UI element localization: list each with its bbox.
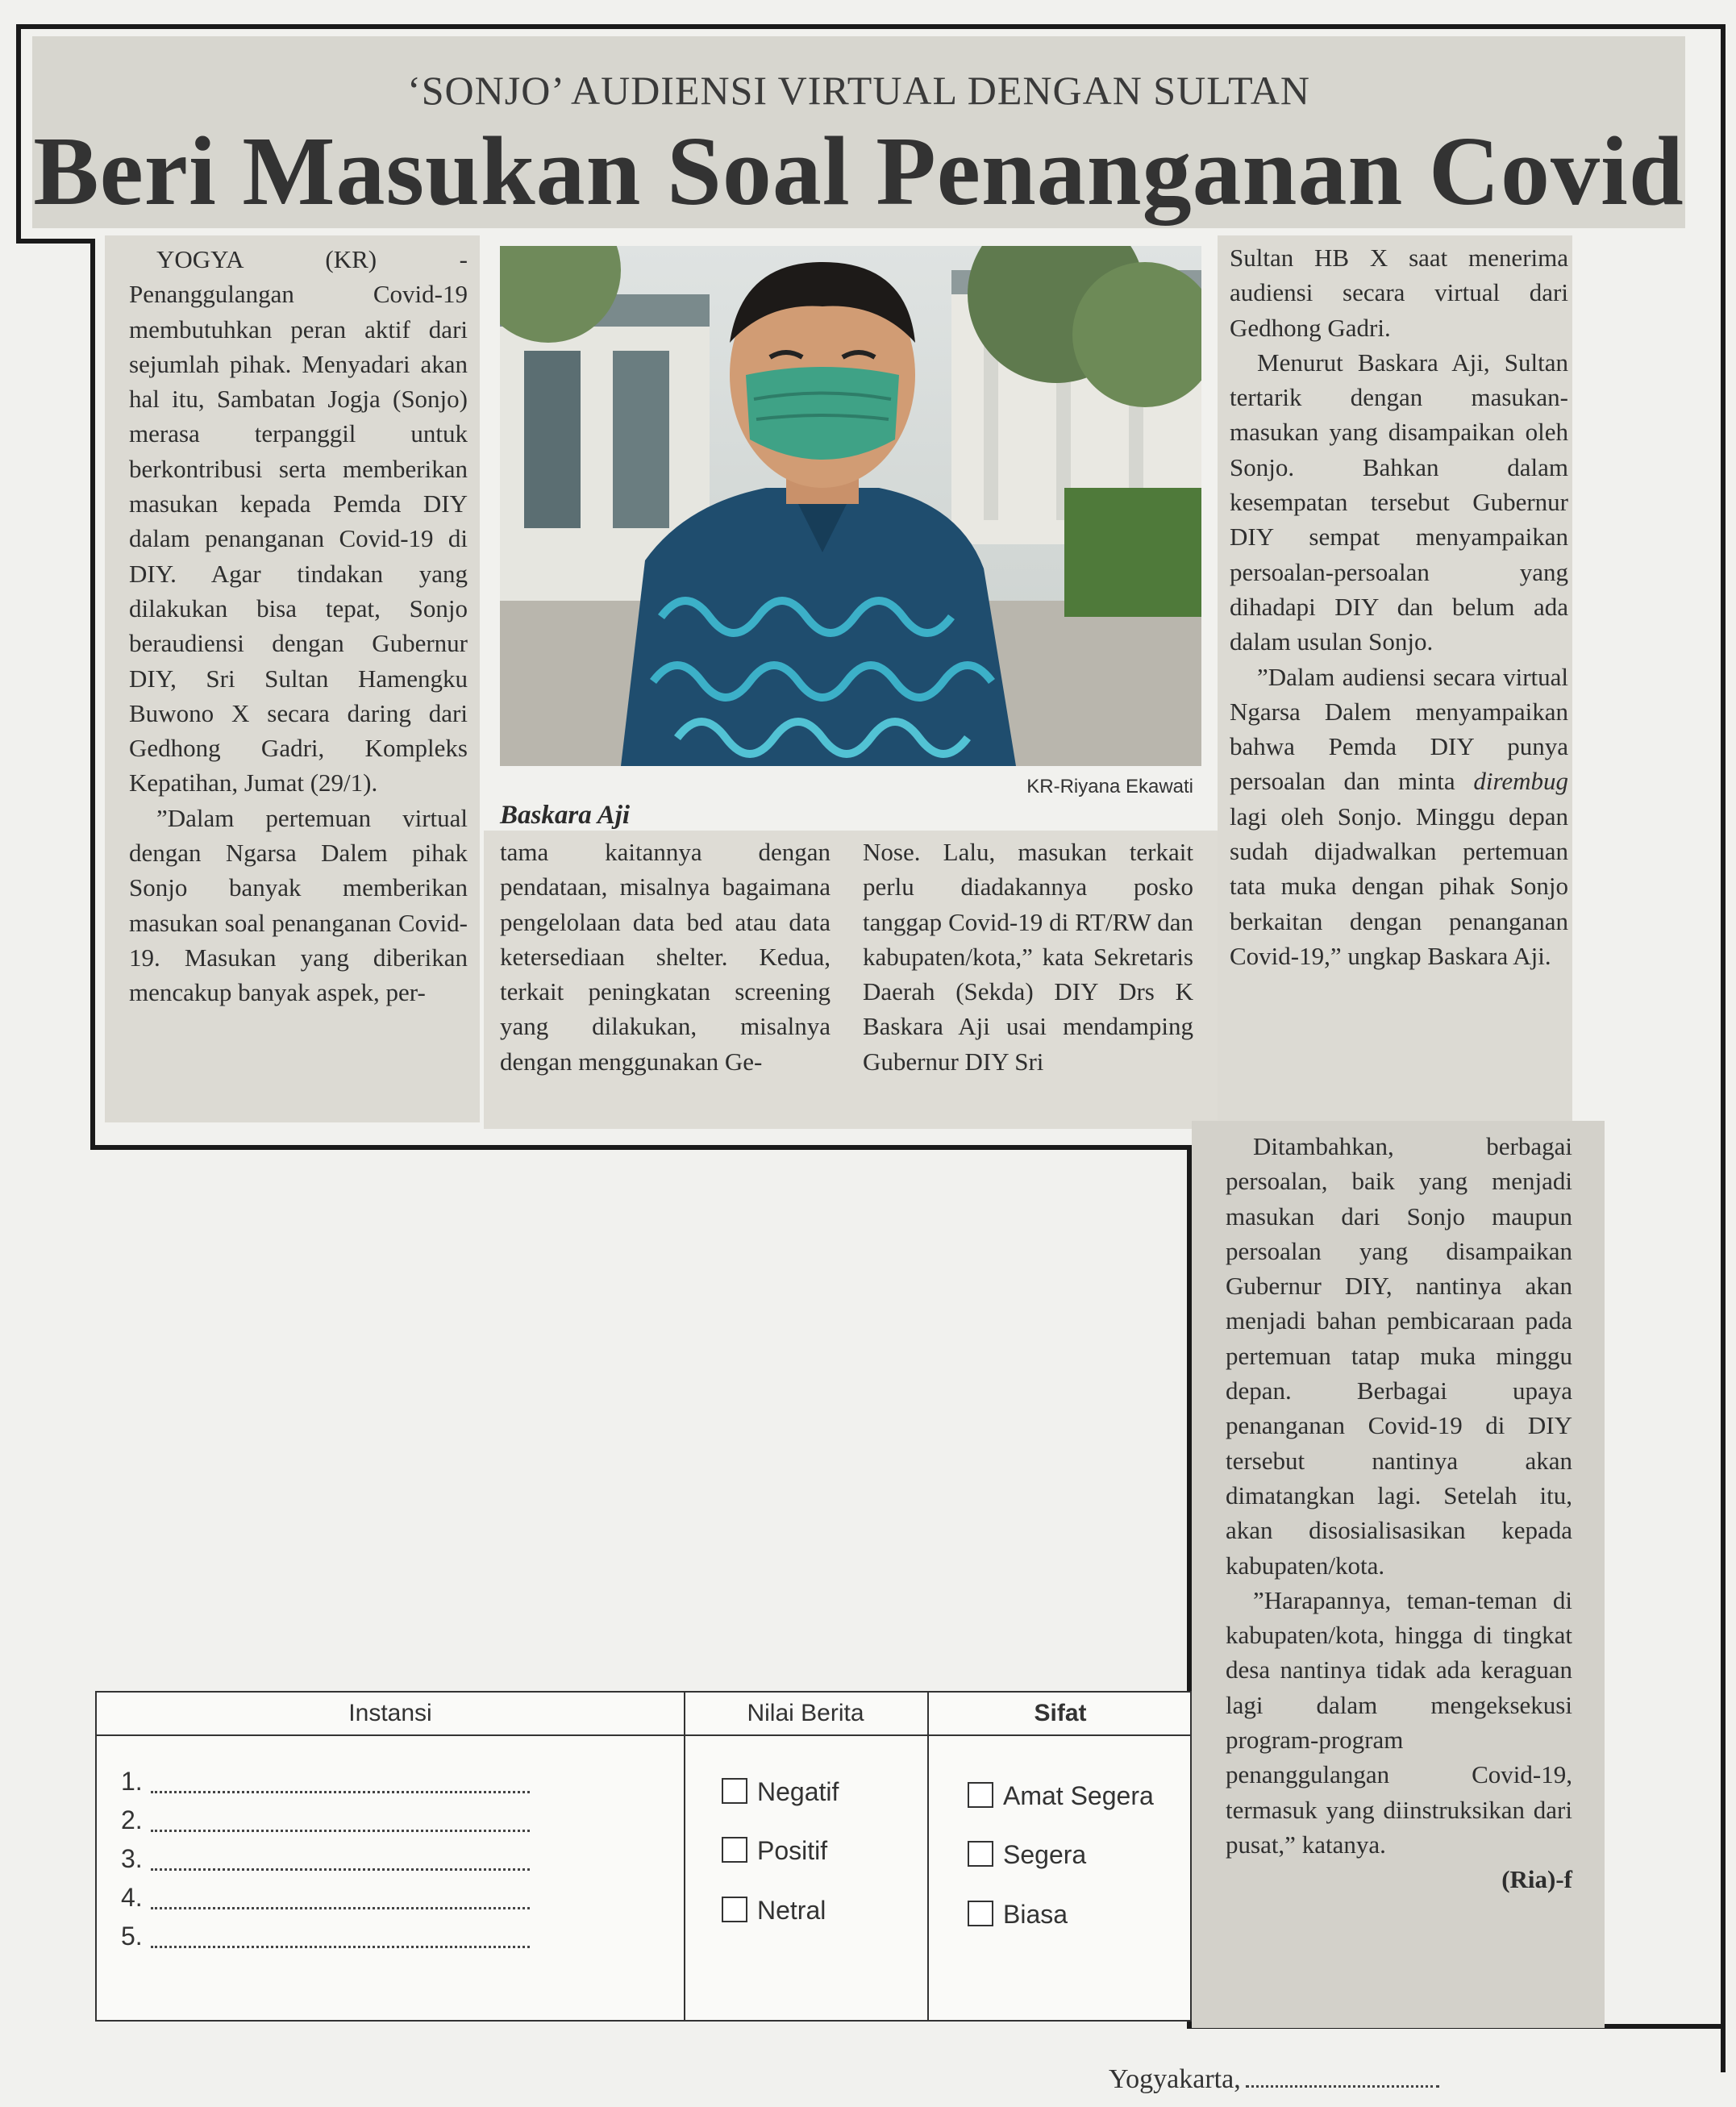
checkbox-positif[interactable] [722, 1836, 827, 1866]
text-run: ”Dalam audiensi secara virtual Ngarsa Dalem menyampaikan bahwa Pemda DIY punya persoalan dan minta [1230, 662, 1568, 796]
text-run: lagi oleh Sonjo. Minggu depan sudah dijadwalkan pertemuan tata muka dengan pihak Sonjo berkaitan dengan penanganan Covid-19,” ungkap Baskara Aji. [1230, 802, 1568, 970]
paragraph: ”Harapannya, teman-teman di kabupaten/kota, hingga di tingkat desa nantinya tidak ada keraguan lagi dalam mengeksekusi program-program penanggulangan Covid-19, termasuk yang diinstruksikan dari pusat,” katanya. [1226, 1585, 1572, 1859]
checkbox-biasa[interactable] [968, 1900, 1068, 1930]
photo-illustration [500, 246, 1201, 766]
headline: Beri Masukan Soal Penanganan Covid [33, 117, 1684, 226]
author-signature: (Ria)-f [1501, 1865, 1572, 1894]
article-column-4-continuation [1226, 1129, 1572, 1897]
clip-frame-mid [90, 1145, 1191, 1150]
row-number: 4. [121, 1883, 143, 1912]
checkbox-icon[interactable] [968, 1782, 993, 1808]
article-column-3 [863, 835, 1193, 1079]
clip-frame-left [90, 239, 95, 1150]
headline-band [32, 36, 1685, 228]
clip-frame-step-top [16, 239, 93, 244]
article-column-1 [129, 242, 468, 1010]
clip-frame-right [1721, 24, 1726, 2072]
instansi-row[interactable] [121, 1844, 530, 1874]
row-number: 3. [121, 1844, 143, 1873]
photo-credit: KR-Riyana Ekawati [1026, 776, 1193, 797]
photo-caption: Baskara Aji [500, 801, 631, 830]
paragraph: tama kaitannya dengan pendataan, misalnya bagaimana pengelolaan data bed atau data ketersediaan shelter. Kedua, terkait peningkatan screening yang dilakukan, misalnya dengan menggunakan Ge- [500, 838, 831, 1076]
checkbox-negatif[interactable] [722, 1777, 839, 1807]
header-sifat: Sifat [1034, 1700, 1087, 1726]
paragraph: Ditambahkan, berbagai persoalan, baik yang menjadi masukan dari Sonjo maupun persoalan yang disampaikan Gubernur DIY, nantinya akan menjadi bahan pembicaraan pada pertemuan tatap muka minggu depan. Berbagai upaya penanganan Covid-19 di DIY tersebut nantinya akan dimatangkan lagi. Setelah itu, akan disosialisasikan kepada kabupaten/kota. [1226, 1132, 1572, 1580]
paragraph [1230, 660, 1568, 974]
paragraph: Sultan HB X saat menerima audiensi secara virtual dari Gedhong Gadri. [1230, 244, 1568, 342]
italic-term: dirembug [1473, 767, 1569, 796]
checkbox-amat-segera[interactable] [968, 1781, 1154, 1811]
paragraph: ”Dalam pertemuan virtual dengan Ngarsa Dalem pihak Sonjo banyak memberikan masukan soal penanganan Covid-19. Masukan yang diberikan mencakup banyak aspek, per- [129, 803, 468, 1007]
instansi-row[interactable] [121, 1922, 530, 1951]
paragraph: YOGYA (KR) - Penanggulangan Covid-19 membutuhkan peran aktif dari sejumlah pihak. Menyadari akan hal itu, Sambatan Jogja (Sonjo) merasa terpanggil untuk berkontribusi serta memberikan masukan kepada Pemda DIY dalam penanganan Covid-19 di DIY. Agar tindakan yang dilakukan bisa tepat, Sonjo beraudiensi dengan Gubernur DIY, Sri Sultan Hamengku Buwono X secara daring dari Gedhong Gadri, Kompleks Kepatihan, Jumat (29/1). [129, 245, 468, 797]
article-column-4 [1230, 240, 1568, 973]
news-photo [500, 246, 1201, 766]
option-label: Negatif [757, 1777, 839, 1806]
header-instansi: Instansi [348, 1700, 432, 1726]
clip-frame-top [18, 24, 1726, 29]
form-header-divider [97, 1734, 1190, 1736]
row-number: 2. [121, 1805, 143, 1834]
article-column-2 [500, 835, 831, 1079]
instansi-row[interactable] [121, 1883, 530, 1913]
form-divider [684, 1693, 685, 2020]
kicker: ‘SONJO’ AUDIENSI VIRTUAL DENGAN SULTAN [407, 68, 1310, 113]
fill-line[interactable] [151, 1830, 530, 1832]
option-label: Biasa [1003, 1900, 1068, 1929]
row-number: 1. [121, 1767, 143, 1796]
instansi-row[interactable] [121, 1767, 530, 1797]
option-label: Positif [757, 1836, 828, 1865]
checkbox-netral[interactable] [722, 1896, 826, 1926]
fill-line[interactable] [151, 1868, 530, 1871]
checkbox-icon[interactable] [722, 1837, 747, 1863]
option-label: Amat Segera [1003, 1781, 1154, 1810]
header-nilai-berita: Nilai Berita [747, 1700, 864, 1726]
paragraph: Nose. Lalu, masukan terkait perlu diadakannya posko tanggap Covid-19 di RT/RW dan kabupaten/kota,” kata Sekretaris Daerah (Sekda) DIY Drs K Baskara Aji usai mendamping Gubernur DIY Sri [863, 838, 1193, 1076]
checkbox-segera[interactable] [968, 1840, 1086, 1870]
paragraph: Menurut Baskara Aji, Sultan tertarik dengan masukan-masukan yang disampaikan oleh Sonjo. Bahkan dalam kesempatan tersebut Gubernur DIY sempat menyampaikan persoalan-persoalan yang dihadapi DIY dan belum ada dalam usulan Sonjo. [1230, 348, 1568, 656]
fill-line[interactable] [151, 1907, 530, 1909]
form-divider [927, 1693, 929, 2020]
checkbox-icon[interactable] [722, 1778, 747, 1804]
row-number: 5. [121, 1922, 143, 1951]
instansi-row[interactable] [121, 1805, 530, 1835]
option-label: Netral [757, 1896, 826, 1925]
option-label: Segera [1003, 1840, 1087, 1869]
date-fill-line[interactable] [1246, 2085, 1439, 2088]
news-evaluation-form [95, 1691, 1192, 2022]
checkbox-icon[interactable] [968, 1841, 993, 1867]
place-date-field[interactable] [1109, 2064, 1439, 2095]
fill-line[interactable] [151, 1946, 530, 1948]
checkbox-icon[interactable] [722, 1897, 747, 1922]
clip-frame-left-top [16, 24, 21, 242]
place-label: Yogyakarta, [1109, 2064, 1241, 2094]
checkbox-icon[interactable] [968, 1901, 993, 1926]
fill-line[interactable] [151, 1791, 530, 1793]
